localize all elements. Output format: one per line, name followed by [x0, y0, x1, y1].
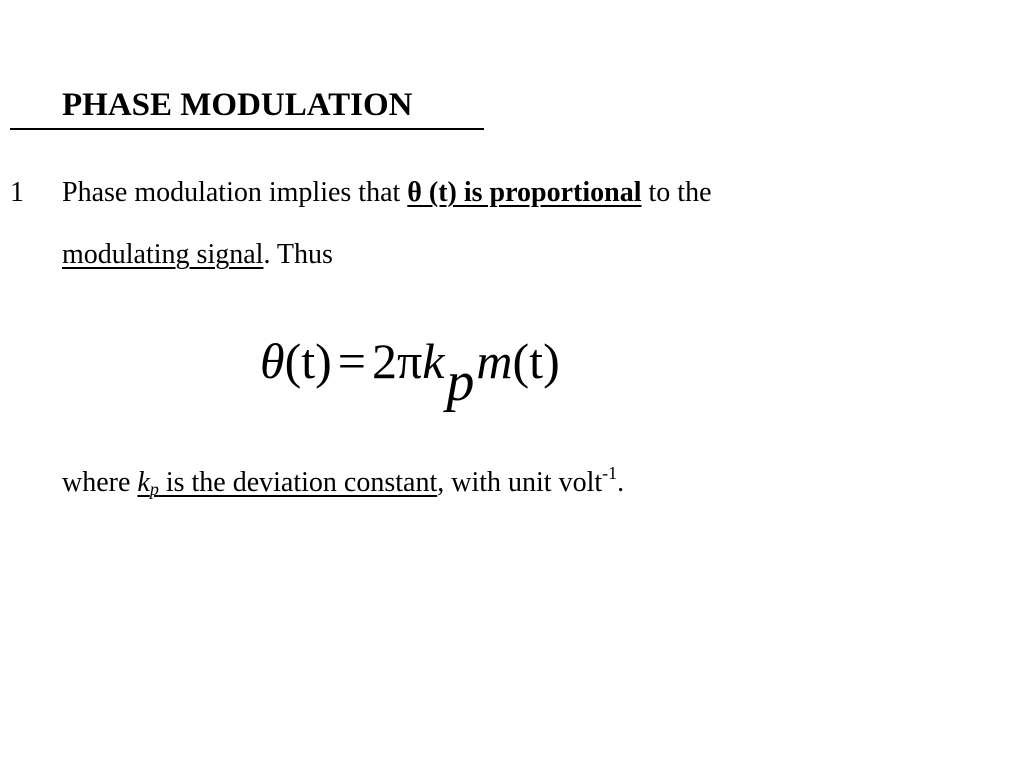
page-title: PHASE MODULATION — [62, 87, 413, 123]
thus-text: . Thus — [263, 239, 333, 270]
where-subscript-p: p — [149, 479, 159, 499]
equation-lhs-args: (t) — [284, 333, 332, 389]
equation-equals: = — [337, 333, 366, 389]
list-number: 1 — [10, 177, 24, 208]
where-exponent: -1 — [602, 463, 618, 483]
paragraph-text: Phase modulation implies that — [62, 177, 408, 208]
emphasis-text: θ (t) is proportional — [407, 177, 642, 208]
where-prefix: where — [62, 467, 138, 498]
equation-coefficient: 2π — [371, 333, 423, 389]
paragraph-text-after: to the — [641, 177, 712, 208]
paragraph-line-1 — [62, 175, 712, 211]
deviation-constant-definition — [137, 467, 437, 498]
where-end: . — [617, 467, 625, 498]
equation-m: m — [476, 333, 513, 389]
where-line — [62, 455, 624, 507]
equation-theta: θ — [260, 333, 285, 389]
phase-equation — [260, 330, 560, 413]
equation-k: k — [422, 333, 445, 389]
equation-subscript-p: p — [446, 351, 475, 413]
modulating-signal-text: modulating signal — [62, 239, 264, 270]
equation-rhs-args: (t) — [512, 333, 560, 389]
paragraph-line-2 — [62, 237, 333, 273]
where-definition: is the deviation constant — [158, 467, 438, 498]
where-k: k — [137, 467, 150, 498]
where-suffix: , with unit volt — [437, 467, 603, 498]
